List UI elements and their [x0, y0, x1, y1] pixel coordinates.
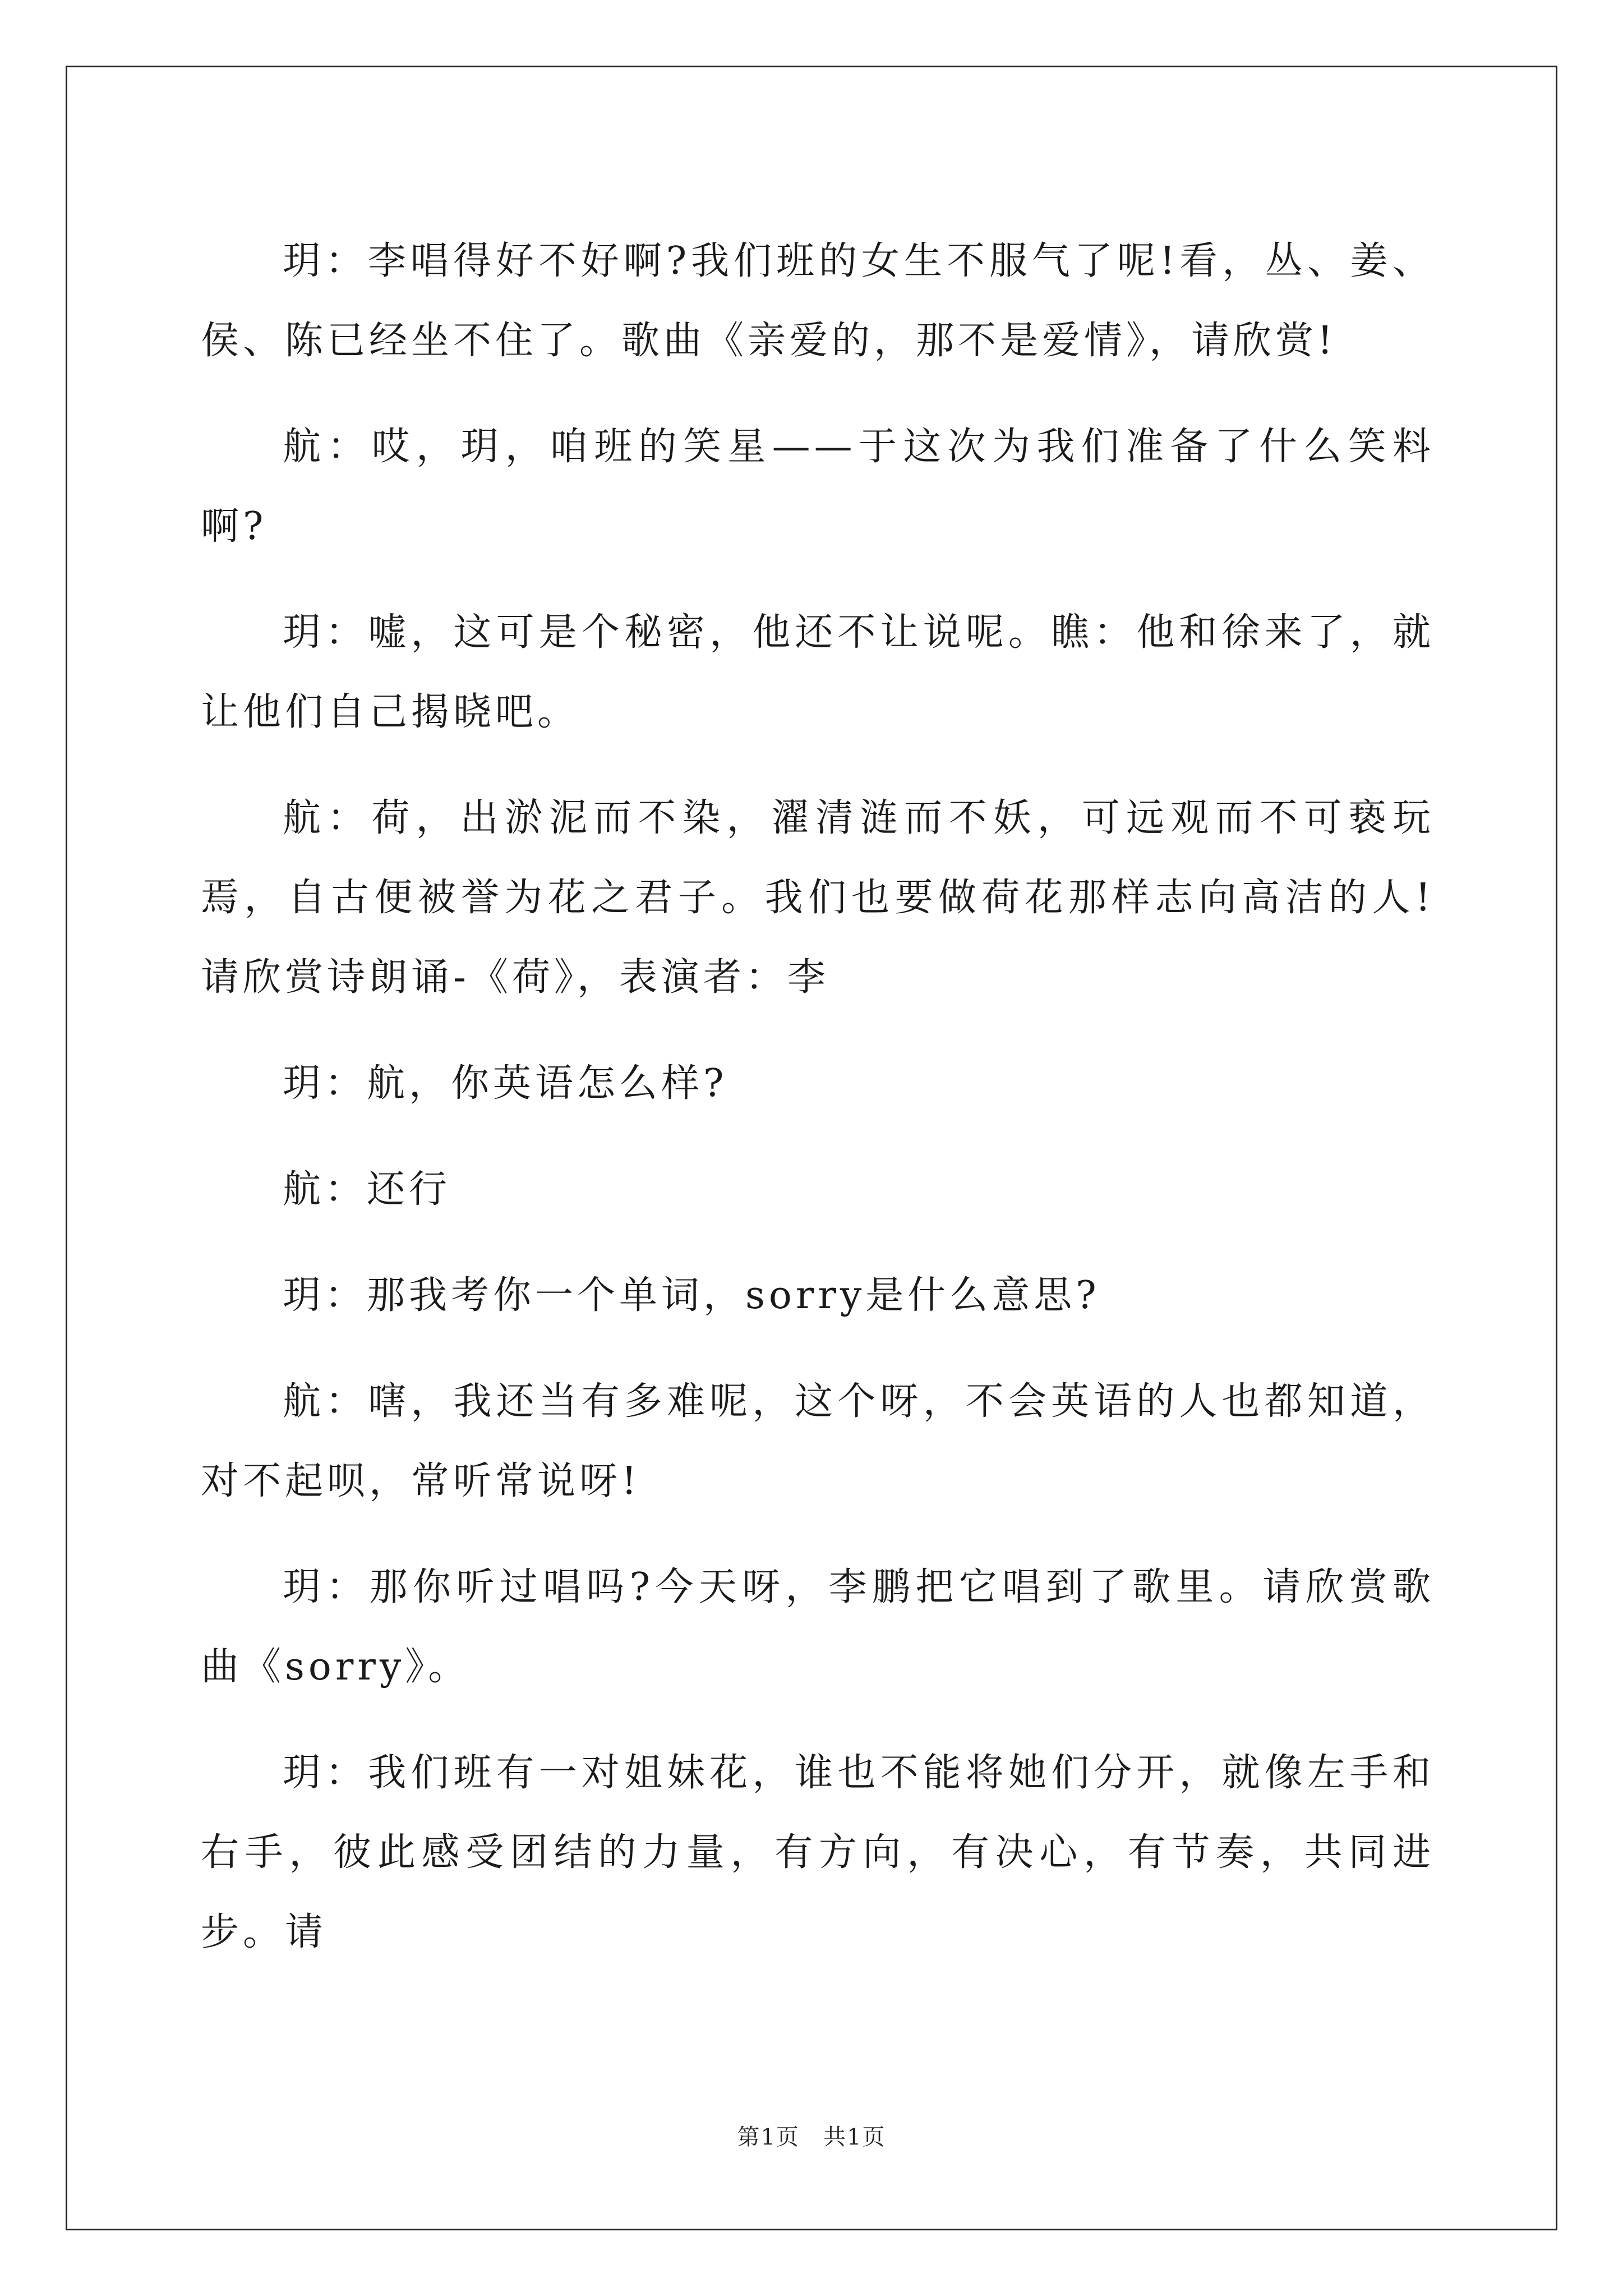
paragraph: 玥：那我考你一个单词，sorry是什么意思?: [283, 1273, 1100, 1318]
document-body: [201, 222, 1435, 1999]
paragraph: 航：荷，出淤泥而不染，濯清涟而不妖，可远观而不可亵玩焉，自古便被誉为花之君子。我们也要做荷花那样志向高洁的人!请欣赏诗朗诵-《荷》，表演者：李: [201, 796, 1435, 1000]
paragraph: 航：哎，玥，咱班的笑星——于这次为我们准备了什么笑料啊?: [201, 425, 1435, 549]
paragraph: 航：嗐，我还当有多难呢，这个呀，不会英语的人也都知道，对不起呗，常听常说呀!: [201, 1379, 1435, 1503]
paragraph: 玥：李唱得好不好啊?我们班的女生不服气了呢!看，丛、姜、侯、陈已经坐不住了。歌曲《亲爱的，那不是爱情》，请欣赏!: [201, 239, 1435, 363]
paragraph: 玥：我们班有一对姐妹花，谁也不能将她们分开，就像左手和右手，彼此感受团结的力量，有方向，有决心，有节奏，共同进步。请: [201, 1751, 1435, 1954]
page-footer: 第1页 共1页: [737, 2124, 886, 2150]
paragraph: 玥：那你听过唱吗?今天呀，李鹏把它唱到了歌里。请欣赏歌曲《sorry》。: [201, 1565, 1435, 1689]
paragraph: 玥：嘘，这可是个秘密，他还不让说呢。瞧：他和徐来了，就让他们自己揭晓吧。: [201, 610, 1435, 734]
paragraph: 航：还行: [283, 1167, 451, 1212]
paragraph: 玥：航，你英语怎么样?: [283, 1061, 728, 1106]
